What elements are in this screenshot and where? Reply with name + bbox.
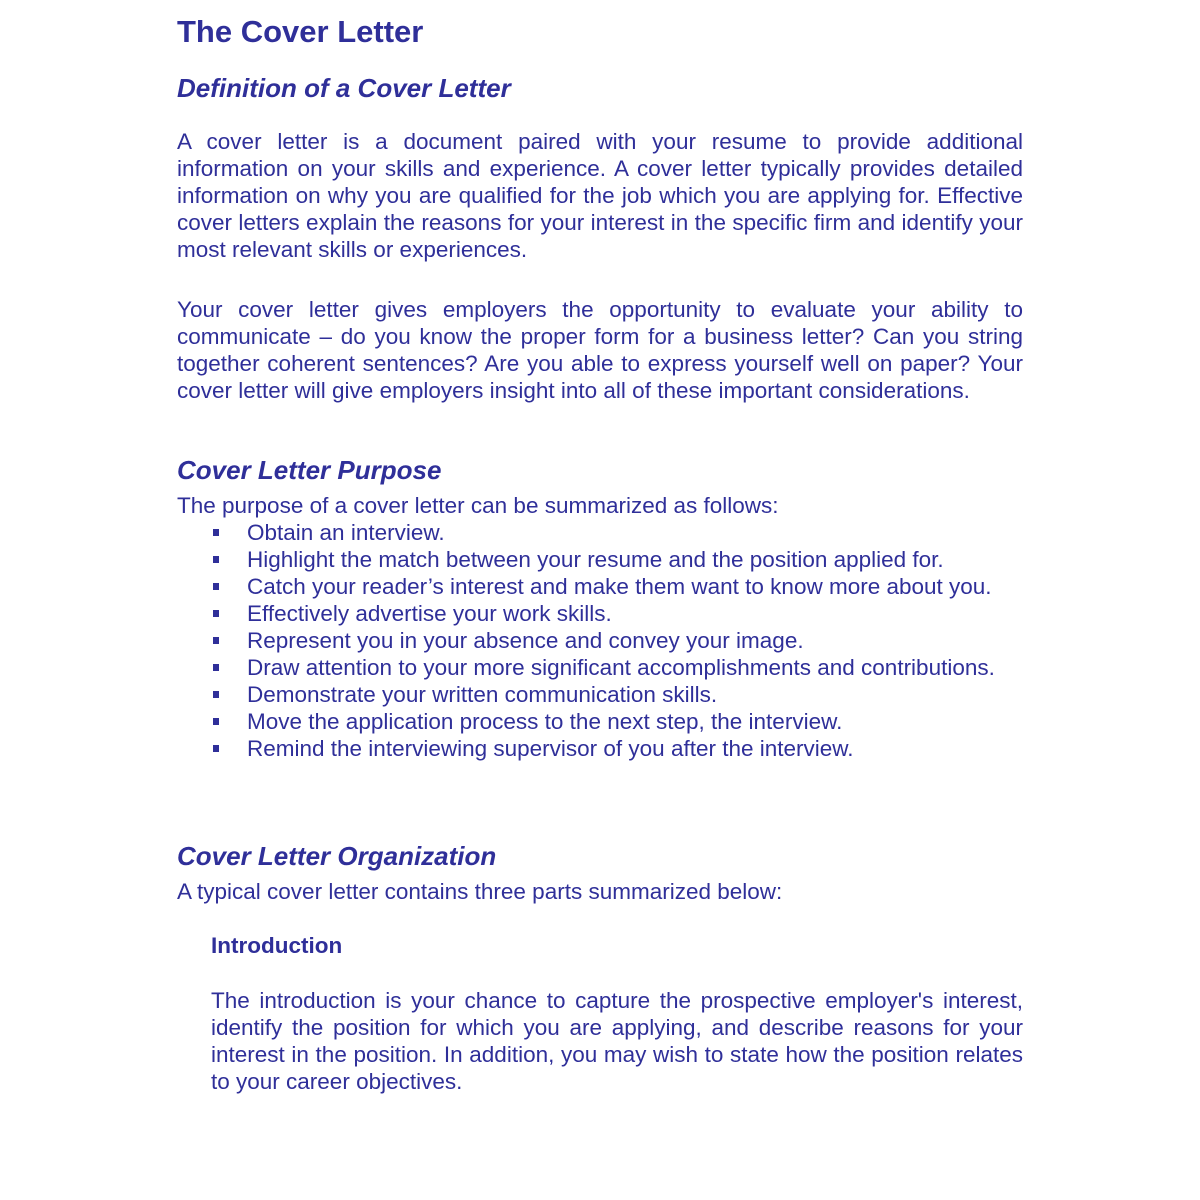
bullet-icon: [213, 718, 219, 725]
list-item-text: Effectively advertise your work skills.: [247, 601, 612, 626]
bullet-icon: [213, 556, 219, 563]
introduction-subheading: Introduction: [211, 933, 343, 958]
list-item: [177, 573, 1023, 600]
list-item-text: Remind the interviewing supervisor of you after the interview.: [247, 736, 854, 761]
list-item-text: Highlight the match between your resume and the position applied for.: [247, 547, 944, 572]
list-item-text: Obtain an interview.: [247, 520, 445, 545]
definition-paragraph-2: Your cover letter gives employers the opportunity to evaluate your ability to communicate – do you know the proper form for a business letter? Can you string together coherent sentences? Are you able to express yourself well on paper? Your cover letter will give employers insight into all of these important considerations.: [177, 297, 1023, 403]
list-item: [177, 654, 1023, 681]
bullet-icon: [213, 691, 219, 698]
purpose-heading: Cover Letter Purpose: [177, 455, 442, 485]
definition-heading: Definition of a Cover Letter: [177, 73, 511, 103]
list-item: [177, 708, 1023, 735]
list-item-text: Represent you in your absence and convey your image.: [247, 628, 804, 653]
list-item-text: Draw attention to your more significant accomplishments and contributions.: [247, 655, 995, 680]
page-title: The Cover Letter: [177, 14, 424, 49]
list-item: [177, 681, 1023, 708]
list-item: [177, 600, 1023, 627]
bullet-icon: [213, 637, 219, 644]
purpose-list: [177, 519, 1023, 762]
list-item-text: Catch your reader’s interest and make them want to know more about you.: [247, 574, 992, 599]
definition-paragraph-1: A cover letter is a document paired with your resume to provide additional information on your skills and experience. A cover letter typically provides detailed information on why you are qualified for the job which you are applying for. Effective cover letters explain the reasons for your interest in the specific firm and identify your most relevant skills or experiences.: [177, 129, 1023, 262]
bullet-icon: [213, 745, 219, 752]
list-item: [177, 735, 1023, 762]
list-item-text: Move the application process to the next step, the interview.: [247, 709, 843, 734]
organization-heading: Cover Letter Organization: [177, 841, 497, 871]
list-item-text: Demonstrate your written communication skills.: [247, 682, 718, 707]
list-item: [177, 519, 1023, 546]
list-item: [177, 627, 1023, 654]
bullet-icon: [213, 529, 219, 536]
list-item: [177, 546, 1023, 573]
bullet-icon: [213, 610, 219, 617]
bullet-icon: [213, 664, 219, 671]
introduction-paragraph: The introduction is your chance to capture the prospective employer's interest, identify the position for which you are applying, and describe reasons for your interest in the position. In addition, you may wish to state how the position relates to your career objectives.: [211, 988, 1023, 1094]
bullet-icon: [213, 583, 219, 590]
purpose-intro: The purpose of a cover letter can be summarized as follows:: [177, 493, 779, 518]
organization-intro: A typical cover letter contains three parts summarized below:: [177, 879, 783, 904]
